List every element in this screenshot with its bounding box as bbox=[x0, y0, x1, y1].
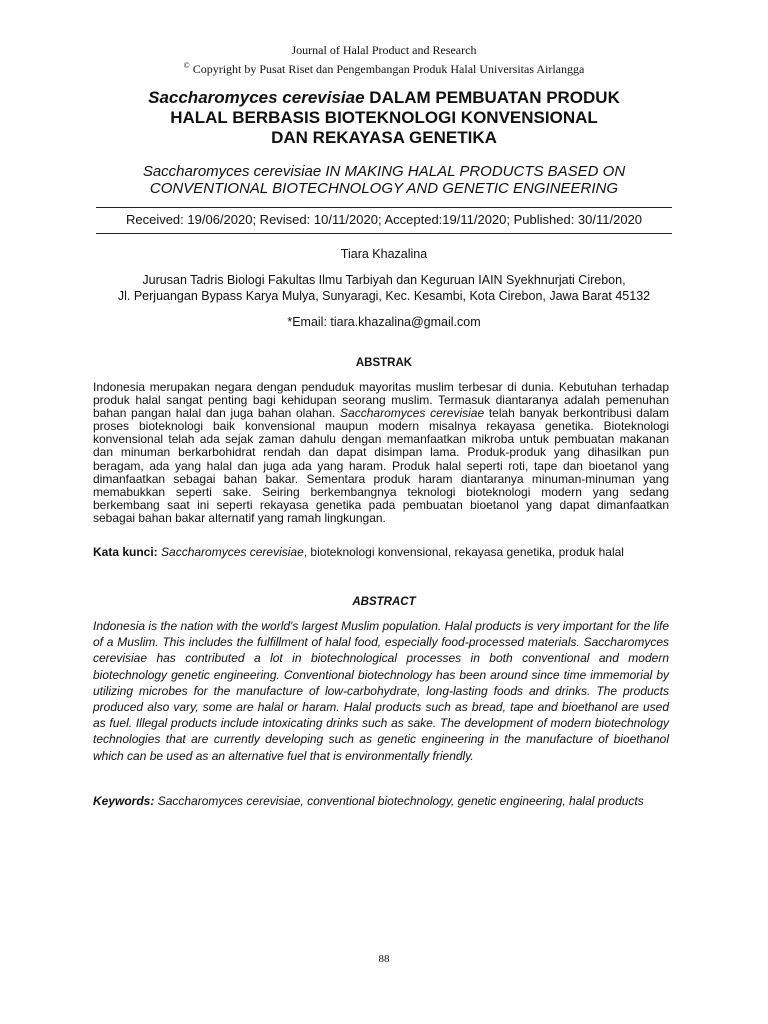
keywords-text: Saccharomyces cerevisiae, conventional biotechnology, genetic engineering, halal products bbox=[154, 794, 644, 808]
copyright-symbol: © bbox=[183, 61, 190, 70]
title-line-3: DAN REKAYASA GENETIKA bbox=[271, 128, 497, 147]
abstrak-body bbox=[93, 381, 669, 525]
abstrak-species: Saccharomyces cerevisiae bbox=[340, 406, 485, 421]
title-line-2: HALAL BERBASIS BIOTEKNOLOGI KONVENSIONAL bbox=[170, 108, 598, 127]
publication-dates: Received: 19/06/2020; Revised: 10/11/2020; Accepted:19/11/2020; Published: 30/11/2020 bbox=[125, 212, 643, 227]
english-title-line-2: CONVENTIONAL BIOTECHNOLOGY AND GENETIC ENGINEERING bbox=[149, 180, 619, 197]
kata-kunci-species: Saccharomyces cerevisiae bbox=[161, 545, 304, 559]
kata-kunci-label: Kata kunci: bbox=[93, 545, 158, 559]
title-line-1-rest: DALAM PEMBUATAN PRODUK bbox=[364, 88, 620, 107]
kata-kunci-rest: , bioteknologi konvensional, rekayasa genetika, produk halal bbox=[303, 545, 624, 559]
journal-header bbox=[0, 42, 768, 77]
abstrak-heading: ABSTRAK bbox=[355, 357, 413, 369]
affiliation-line-2: Jl. Perjuangan Bypass Karya Mulya, Sunyaragi, Kec. Kesambi, Kota Cirebon, Jawa Barat 45132 bbox=[117, 289, 651, 303]
keywords-label: Keywords: bbox=[93, 794, 155, 808]
english-title bbox=[80, 163, 688, 197]
title-line-1 bbox=[60, 88, 708, 108]
abstract-heading: ABSTRACT bbox=[352, 596, 416, 608]
divider-top bbox=[96, 207, 672, 208]
copyright-line bbox=[0, 58, 768, 77]
kata-kunci bbox=[93, 545, 669, 560]
keywords bbox=[93, 794, 669, 810]
english-title-line-1: Saccharomyces cerevisiae IN MAKING HALAL PRODUCTS BASED ON bbox=[142, 163, 626, 180]
page-number: 88 bbox=[378, 953, 390, 965]
article-title bbox=[60, 88, 708, 148]
author-name: Tiara Khazalina bbox=[340, 247, 428, 261]
abstrak-part-2: telah banyak berkontribusi dalam proses bioteknologi baik konvensional maupun modern misalnya rekayasa genetika. Bioteknologi konvensional telah ada sejak zaman dahulu dengan memanfaatkan mikroba untuk pembuatan makanan dan minuman berkarbohidrat rendah dan dapat disimpan lama. Produk-produk yang dihasilkan pun beragam, ada yang halal dan juga ada yang haram. Produk halal seperti roti, tape dan bioetanol yang dimanfaatkan sebagai bahan bakar. Sementara produk haram diantaranya minuman-minuman yang memabukkan seperti sake. Seiring berkembangnya teknologi bioteknologi modern yang sedang berkembang saat ini seperti rekayasa genetika pada pembuatan bioetanol yang dapat dimanfaatkan sebagai bahan bakar alternatif yang ramah lingkungan. bbox=[93, 406, 669, 525]
affiliation-line-1: Jurusan Tadris Biologi Fakultas Ilmu Tarbiyah dan Keguruan IAIN Syekhnurjati Cirebon, bbox=[142, 273, 626, 287]
author-affiliation bbox=[60, 272, 708, 304]
abstrak-part-1: Indonesia merupakan negara dengan penduduk mayoritas muslim terbesar di dunia. Kebutuhan terhadap produk halal sangat penting bagi kehidupan seorang muslim. Termasuk diantaranya adalah pemenuhan bahan pangan halal dan juga bahan olahan. bbox=[93, 380, 669, 421]
divider-bottom bbox=[96, 233, 672, 234]
abstract-body: Indonesia is the nation with the world's largest Muslim population. Halal products is very important for the life of a Muslim. This includes the fulfillment of halal food, especially food-processed materials. Saccharomyces cerevisiae has contributed a lot in biotechnological processes in both conventional and modern biotechnology genetic engineering. Conventional biotechnology has been around since time immemorial by utilizing microbes for the manufacture of low-carbohydrate, long-lasting foods and drinks. The products produced also vary, some are halal or haram. Halal products such as bread, tape and bioethanol are used as fuel. Illegal products include intoxicating drinks such as sake. The development of modern biotechnology technologies that are currently developing such as genetic engineering in the manufacture of bioethanol which can be used as an alternative fuel that is environmentally friendly. bbox=[93, 619, 669, 763]
copyright-text: Copyright by Pusat Riset dan Pengembangan Produk Halal Universitas Airlangga bbox=[192, 62, 585, 76]
author-email: *Email: tiara.khazalina@gmail.com bbox=[287, 315, 481, 329]
journal-name: Journal of Halal Product and Research bbox=[291, 43, 477, 57]
title-species: Saccharomyces cerevisiae bbox=[148, 88, 365, 107]
